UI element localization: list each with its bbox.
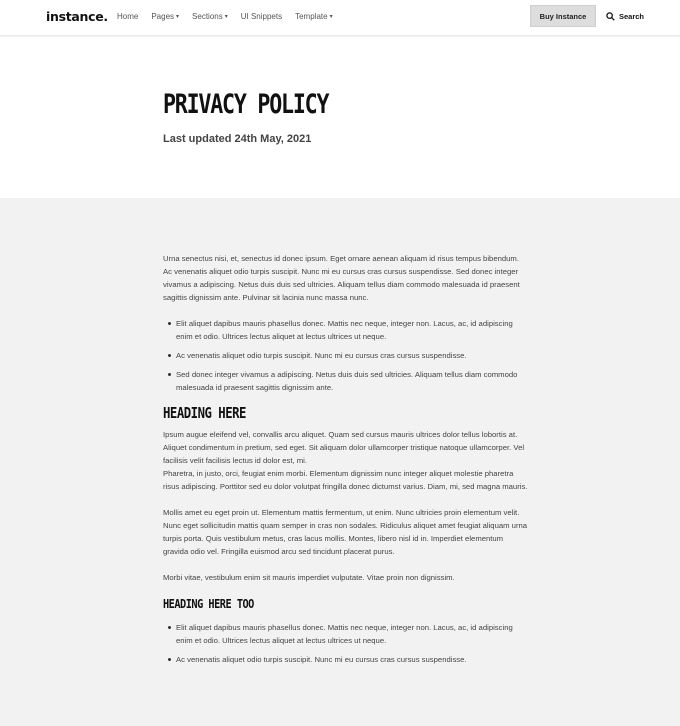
list-item: Ac venenatis aliquet odio turpis suscipit. Nunc mi eu cursus cras cursus suspendisse. <box>163 653 528 666</box>
section-heading: HEADING HERE <box>163 404 246 422</box>
list-item: Sed donec integer vivamus a adipiscing. Netus duis duis sed ultricies. Aliquam tellus diam commodo malesuada id praesent sagittis dignissim ante. <box>163 368 528 394</box>
policy-content <box>163 252 528 679</box>
nav-link-label: UI Snippets <box>240 12 283 21</box>
nav-links <box>117 12 346 21</box>
buy-instance-button[interactable]: Buy Instance <box>530 5 596 27</box>
nav-link-ui-snippets[interactable] <box>241 12 282 21</box>
search-button[interactable] <box>606 12 644 21</box>
logo[interactable]: instance. <box>46 9 108 24</box>
nav-link-label: Template <box>295 12 328 21</box>
chevron-down-icon: ▾ <box>224 14 228 20</box>
nav-link-template[interactable] <box>295 12 332 21</box>
section-heading: HEADING HERE TOO <box>163 596 254 611</box>
last-updated-text: Last updated 24th May, 2021 <box>163 133 312 145</box>
hero-section <box>0 37 680 198</box>
paragraph: Mollis amet eu eget proin ut. Elementum mattis fermentum, ut enim. Nunc ultricies proin elementum velit. Nunc eget sollicitudin mattis quam semper in cras non sodales. Ridiculus aliquet amet feugiat aliquam urna turpis porta. Quis vestibulum metus, cras lacus mollis. Montes, libero nisl id in. Imperdiet elementum gravida odio vel. Fringilla euismod arcu sed tincidunt placerat purus. <box>163 508 528 556</box>
nav-link-pages[interactable] <box>151 12 179 21</box>
nav-link-label: Home <box>117 12 139 21</box>
bullet-list <box>163 621 528 666</box>
page-title: PRIVACY POLICY <box>163 89 329 120</box>
nav-link-label: Sections <box>192 12 223 21</box>
search-icon <box>606 12 615 21</box>
list-item: Elit aliquet dapibus mauris phasellus donec. Mattis nec neque, integer non. Lacus, ac, id adipiscing enim et odio. Ultrices lectus aliquet at lectus ultrices ut neque. <box>163 621 528 647</box>
top-navbar <box>0 0 680 36</box>
list-item: Ac venenatis aliquet odio turpis suscipit. Nunc mi eu cursus cras cursus suspendisse. <box>163 349 528 362</box>
nav-link-home[interactable] <box>117 12 138 21</box>
list-item: Elit aliquet dapibus mauris phasellus donec. Mattis nec neque, integer non. Lacus, ac, id adipiscing enim et odio. Ultrices lectus aliquet at lectus ultrices ut neque. <box>163 317 528 343</box>
nav-link-label: Pages <box>151 12 175 21</box>
search-label: Search <box>619 12 645 21</box>
nav-link-sections[interactable] <box>192 12 228 21</box>
chevron-down-icon: ▾ <box>176 14 180 20</box>
paragraph: Ipsum augue eleifend vel, convallis arcu aliquet. Quam sed cursus mauris ultrices dolor tellus lobortis at. Aliquet condimentum in pretium, sed eget. Sit aliquam dolor ullamcorper tristique natoque ullamcorper. Vel facilisis velit facilisis lectus id dolor est, mi. <box>163 430 525 465</box>
intro-paragraph: Urna senectus nisi, et, senectus id donec ipsum. Eget ornare aenean aliquam id risus tempus bibendum. Ac venenatis aliquet odio turpis suscipit. Nunc mi eu cursus cras cursus suspendisse. Sed donec integer vivamus a adipiscing. Netus duis duis sed ultricies. Aliquam tellus diam commodo malesuada id praesent sagittis dignissim ante. Pulvinar sit lacinia nunc massa nunc. <box>163 254 520 302</box>
paragraph: Pharetra, in justo, orci, feugiat enim morbi. Elementum dignissim nunc integer aliquet molestie pharetra risus adipiscing. Porttitor sed eu dolor volutpat fringilla donec dictumst varius. Diam, mi, sed magna mauris. <box>163 469 528 491</box>
paragraph: Morbi vitae, vestibulum enim sit mauris imperdiet vulputate. Vitae proin non dignissim. <box>163 573 455 582</box>
chevron-down-icon: ▾ <box>329 14 333 20</box>
bullet-list <box>163 317 528 394</box>
